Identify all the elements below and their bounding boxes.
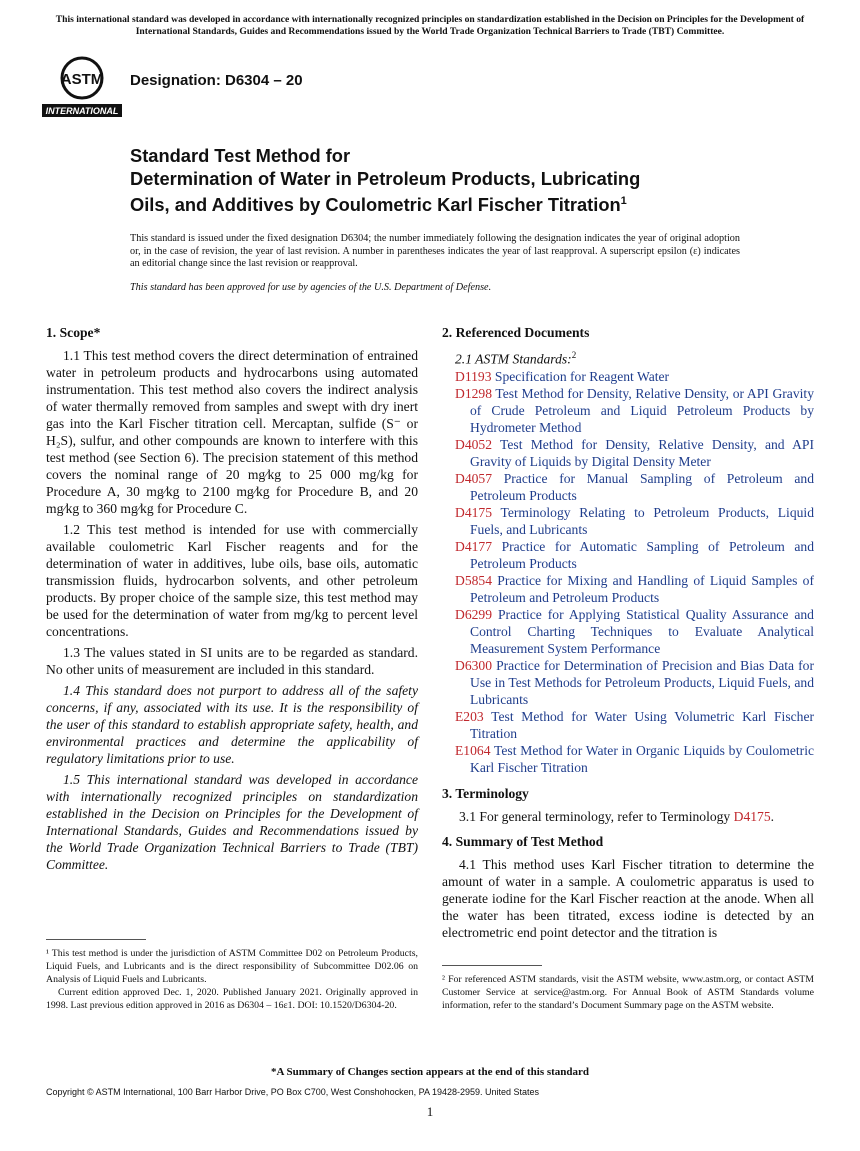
designation: Designation: D6304 – 20 [130, 72, 303, 89]
right-column [442, 324, 814, 945]
reference-item[interactable] [455, 606, 814, 657]
reference-item[interactable] [455, 538, 814, 572]
footnote-1-jurisdiction: ¹ This test method is under the jurisdiction of ASTM Committee D02 on Petroleum Products, Liquid Fuels, and Lubricants and is the direct responsibility of Subcommittee D02.06 on Analysis of Liquid Fuels and Lubricants. [46, 948, 418, 985]
scope-1-5: 1.5 This international standard was developed in accordance with internationally recognized principles on standardization established in the Decision on Principles for the Development of International Standards, Guides and Recommendations issued by the World Trade Organization Technical Barriers to Trade (TBT) Committee. [46, 772, 418, 872]
footnote-1 [46, 947, 418, 1012]
reference-item[interactable] [455, 470, 814, 504]
reference-title[interactable]: Test Method for Water in Organic Liquids by Coulometric Karl Fischer Titration [470, 742, 815, 775]
reference-code[interactable]: D1193 [455, 368, 492, 384]
reference-title[interactable]: Practice for Determination of Precision and Bias Data for Use in Test Methods for Petroleum Products, Liquid Fuels, and Lubricants [470, 657, 814, 707]
title-line-3: Oils, and Additives by Coulometric Karl Fischer Titration$^1$ [130, 194, 627, 216]
footnote-divider-left [46, 939, 146, 940]
reference-code[interactable]: D1298 [455, 385, 493, 401]
reference-code[interactable]: D4177 [455, 538, 493, 554]
scope-1-3: 1.3 The values stated in SI units are to be regarded as standard. No other units of measurement are included in this standard. [46, 645, 418, 677]
reference-title[interactable]: Specification for Reagent Water [494, 368, 670, 384]
reference-code[interactable]: D6300 [455, 657, 493, 673]
astm-logo [40, 54, 124, 120]
reference-code[interactable]: D6299 [455, 606, 493, 622]
reference-list [442, 368, 814, 776]
reference-title[interactable]: Practice for Mixing and Handling of Liquid Samples of Petroleum and Petroleum Products [470, 572, 814, 605]
reference-title[interactable]: Practice for Automatic Sampling of Petroleum and Petroleum Products [470, 538, 814, 571]
title-footnote-mark: 1 [620, 195, 627, 207]
issuance-note: This standard is issued under the fixed designation D6304; the number immediately following the designation indicates the year of original adoption or, in the case of revision, the year of last revision. A number in parentheses indicates the year of last reapproval. A superscript epsilon (ε) indicates an editorial change since the last revision or reapproval. [130, 233, 740, 270]
scope-heading: 1. Scope* [46, 325, 101, 340]
reference-item[interactable] [455, 708, 814, 742]
reference-item[interactable] [455, 742, 814, 776]
scope-1-2: 1.2 This test method is intended for use with commercially available coulometric Karl Fischer reagents and for the determination of water in additives, lube oils, base oils, automatic transmission fluids, hydrocarbon solvents, and other petroleum products. By proper choice of the sample size, this test method may be used for the determination of water from mg/kg to percent level concentrations. [46, 522, 418, 639]
summary-heading: 4. Summary of Test Method [442, 833, 604, 849]
reference-code[interactable]: D4052 [455, 436, 493, 452]
terminology-link-d4175[interactable]: D4175 [733, 808, 771, 824]
reference-item[interactable] [455, 657, 814, 708]
reference-item[interactable] [455, 504, 814, 538]
reference-item[interactable] [455, 572, 814, 606]
summary-4-1: 4.1 This method uses Karl Fischer titration to determine the amount of water in a sample. A coulometric apparatus is used to generate iodine for the Karl Fischer reaction at the anode. When all the water has been titrated, excess iodine is detected by an electrometric end point detector and the titration is [442, 856, 814, 940]
reference-title[interactable]: Practice for Manual Sampling of Petroleum and Petroleum Products [470, 470, 814, 503]
reference-code[interactable]: D4057 [455, 470, 493, 486]
references-heading: 2. Referenced Documents [442, 325, 590, 340]
title-line-1: Standard Test Method for [130, 145, 351, 166]
reference-title[interactable]: Practice for Applying Statistical Quality Assurance and Control Charting Techniques to Evaluate Analytical Measurement System Performance [470, 606, 814, 656]
reference-title[interactable]: Test Method for Density, Relative Density, or API Gravity of Crude Petroleum and Liquid Petroleum Products by Hydrometer Method [470, 385, 814, 435]
footnote-2: ² For referenced ASTM standards, visit the ASTM website, www.astm.org, or contact ASTM Customer Service at service@astm.org. For Annual Book of ASTM Standards volume information, refer to the standard’s Document Summary page on the ASTM website. [442, 974, 814, 1011]
terminology-3-1: 3.1 For general terminology, refer to Terminology D4175. [459, 808, 775, 824]
reference-item[interactable] [455, 436, 814, 470]
reference-item[interactable] [455, 385, 814, 436]
svg-text:ASTM: ASTM [60, 71, 104, 88]
left-column [46, 324, 418, 877]
title-line-2: Determination of Water in Petroleum Products, Lubricating [130, 167, 641, 189]
scope-1-1: 1.1 This test method covers the direct determination of entrained water in petroleum products and hydrocarbons using automated instrumentation. This test method also covers the indirect analysis of water thermally removed from samples and swept with dry inert gas into the Karl Fischer titration cell. Mercaptan, sulfide (S⁻ or H₂S), sulfur, and other compounds are known to interfere with this test method (see Section 6). The precision statement of this method covers the nominal range of 20 mg⁄kg to 25 000 mg/kg for Procedure A, 30 mg⁄kg to 2100 mg⁄kg for Procedure B, and 20 mg⁄kg to 360 mg⁄kg for Procedure C. [46, 348, 418, 516]
reference-code[interactable]: E203 [455, 708, 484, 724]
reference-title[interactable]: Test Method for Density, Relative Density, and API Gravity of Liquids by Digital Density Meter [470, 436, 814, 469]
terminology-heading: 3. Terminology [442, 785, 529, 801]
astm-standards-subheading: 2.1 ASTM Standards:$^2$ [455, 350, 577, 367]
footnote-1-edition: Current edition approved Dec. 1, 2020. Published January 2021. Originally approved in 1998. Last previous edition approved in 2016 as D6304 – 16ε1. DOI: 10.1520/D6304-20. [46, 987, 418, 1011]
page-number: 1 [426, 1104, 434, 1119]
reference-title[interactable]: Terminology Relating to Petroleum Products, Liquid Fuels, and Lubricants [470, 504, 814, 537]
svg-text:INTERNATIONAL: INTERNATIONAL [45, 106, 119, 116]
top-notice: This international standard was developed in accordance with internationally recognized principles on standardization established in the Decision on Principles for the Development of International Standards, Guides and Recommendations issued by the World Trade Organization Technical Barriers to Trade (TBT) Committee. [55, 14, 805, 37]
reference-code[interactable]: D4175 [455, 504, 493, 520]
page-title [130, 145, 750, 217]
footnote-divider-right [442, 965, 542, 966]
copyright-line: Copyright © ASTM International, 100 Barr Harbor Drive, PO Box C700, West Conshohocken, PA 19428-2959. United States [46, 1087, 540, 1097]
reference-code[interactable]: D5854 [455, 572, 493, 588]
reference-code[interactable]: E1064 [455, 742, 491, 758]
scope-1-4: 1.4 This standard does not purport to address all of the safety concerns, if any, associated with its use. It is the responsibility of the user of this standard to establish appropriate safety, health, and environmental practices and determine the applicability of regulatory limitations prior to use. [46, 683, 418, 766]
reference-title[interactable]: Test Method for Water Using Volumetric Karl Fischer Titration [470, 708, 815, 741]
references-footnote-mark: 2 [571, 350, 577, 360]
reference-item[interactable] [455, 368, 814, 385]
dod-note: This standard has been approved for use by agencies of the U.S. Department of Defense. [130, 282, 492, 293]
summary-of-changes-note: *A Summary of Changes section appears at the end of this standard [270, 1066, 590, 1078]
